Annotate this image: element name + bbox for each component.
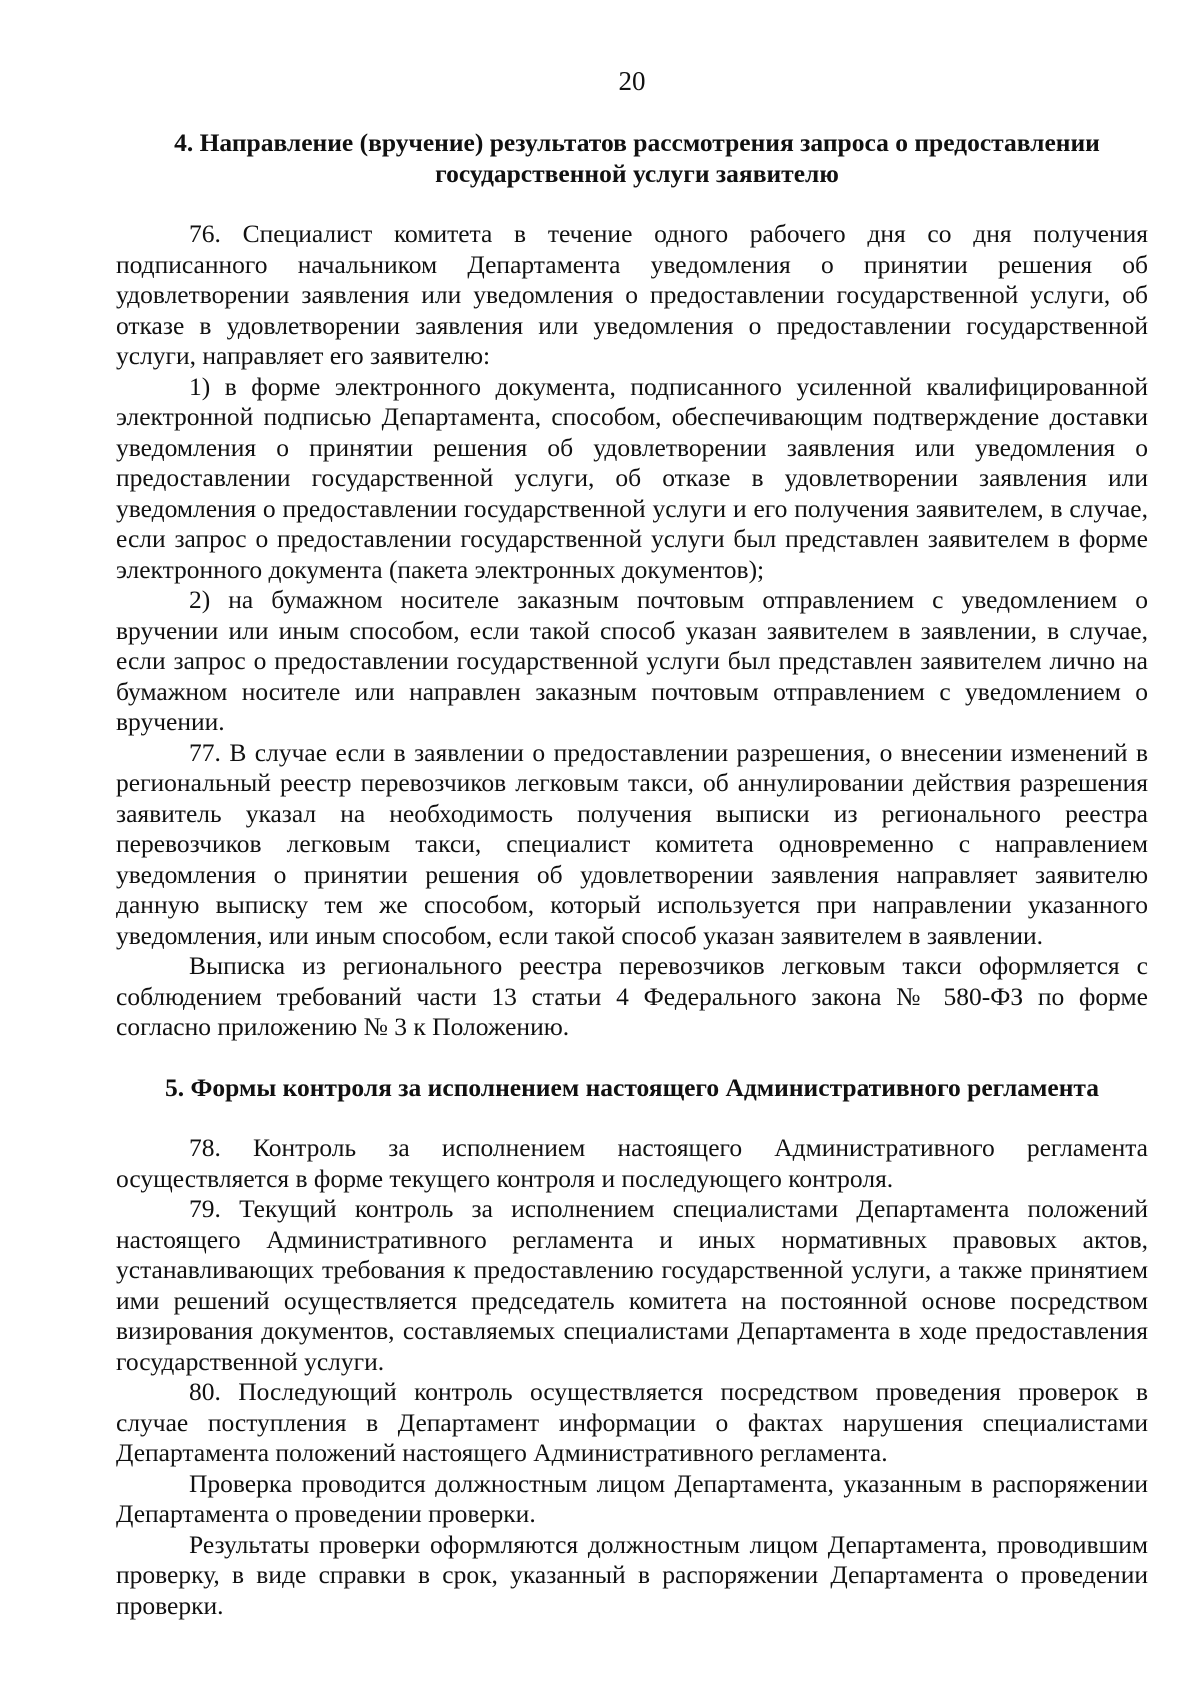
paragraph-77-extract: Выписка из регионального реестра перевозчиков легковым такси оформляется с соблюдением требований части 13 статьи 4 Федерального закона № 580-ФЗ по форме согласно приложению № 3 к Положению.: [116, 951, 1148, 1041]
section-4-body: [116, 219, 1148, 1043]
paragraph-76-item-1: 1) в форме электронного документа, подписанного усиленной квалифицированной электронной подписью Департамента, способом, обеспечивающим подтверждение доставки уведомления о принятии решения об удовлетворении заявления или уведомления о предоставлении государственной услуги, об отказе в удовлетворении заявления или уведомления о предоставлении государственной услуги и его получения заявителем, в случае, если запрос о предоставлении государственной услуги был представлен заявителем в форме электронного документа (пакета электронных документов);: [116, 371, 1148, 584]
paragraph-80-inspection: Проверка проводится должностным лицом Департамента, указанным в распоряжении Департамента о проведении проверки.: [116, 1468, 1148, 1528]
paragraph-78: 78. Контроль за исполнением настоящего Административного регламента осуществляется в форме текущего контроля и последующего контроля.: [116, 1133, 1148, 1193]
paragraph-80: 80. Последующий контроль осуществляется посредством проведения проверок в случае поступления в Департамент информации о фактах нарушения специалистами Департамента положений настоящего Административного регламента.: [116, 1377, 1148, 1467]
page-number: 20: [618, 66, 646, 96]
paragraph-76: 76. Специалист комитета в течение одного рабочего дня со дня получения подписанного начальником Департамента уведомления о принятии решения об удовлетворении заявления или уведомления о предоставлении государственной услуги, об отказе в удовлетворении заявления или уведомления о предоставлении государственной услуги, направляет его заявителю:: [116, 219, 1148, 370]
document-page: [116, 66, 1148, 1621]
paragraph-77: 77. В случае если в заявлении о предоставлении разрешения, о внесении изменений в региональный реестр перевозчиков легковым такси, об аннулировании действия разрешения заявитель указал на необходимость получения выписки из регионального реестра перевозчиков легковым такси, специалист комитета одновременно с направлением уведомления о принятии решения об удовлетворении заявления направляет заявителю данную выписку тем же способом, который используется при направлении указанного уведомления, или иным способом, если такой способ указан заявителем в заявлении.: [116, 737, 1148, 950]
paragraph-79: 79. Текущий контроль за исполнением специалистами Департамента положений настоящего Административного регламента и иных нормативных правовых актов, устанавливающих требования к предоставлению государственной услуги, а также принятием ими решений осуществляется председатель комитета на постоянной основе посредством визирования документов, составляемых специалистами Департамента в ходе предоставления государственной услуги.: [116, 1194, 1148, 1376]
paragraph-80-results: Результаты проверки оформляются должностным лицом Департамента, проводившим проверку, в виде справки в срок, указанный в распоряжении Департамента о проведении проверки.: [116, 1529, 1148, 1620]
section-heading-4: 4. Направление (вручение) результатов рассмотрения запроса о предоставлении государственной услуги заявителю: [174, 128, 1100, 188]
paragraph-76-item-2: 2) на бумажном носителе заказным почтовым отправлением с уведомлением о вручении или иным способом, если такой способ указан заявителем в заявлении, в случае, если запрос о предоставлении государственной услуги был представлен заявителем лично на бумажном носителе или направлен заказным почтовым отправлением с уведомлением о вручении.: [116, 585, 1148, 736]
section-heading-5: 5. Формы контроля за исполнением настоящего Административного регламента: [165, 1072, 1099, 1102]
section-5-body: [116, 1133, 1148, 1621]
